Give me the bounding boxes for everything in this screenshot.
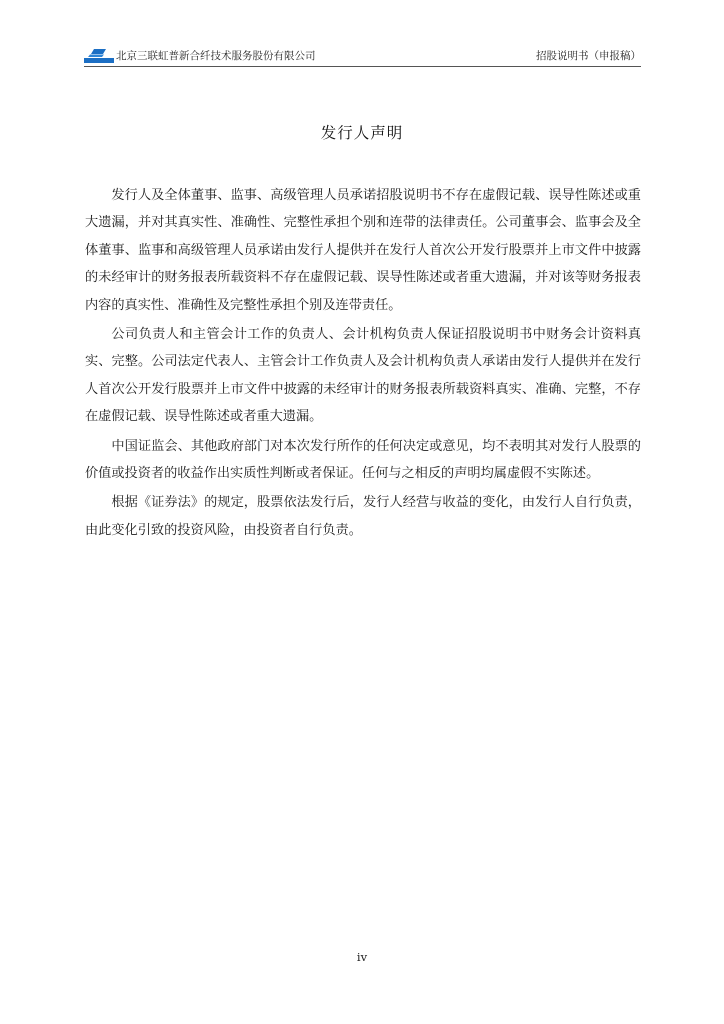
paragraph: 中国证监会、其他政府部门对本次发行所作的任何决定或意见，均不表明其对发行人股票的价值或投资者的收益作出实质性判断或者保证。任何与之相反的声明均属虚假不实陈述。 <box>85 438 641 482</box>
page-title: 发行人声明 <box>320 124 404 142</box>
paragraph: 公司负责人和主管会计工作的负责人、会计机构负责人保证招股说明书中财务会计资料真实、完整。公司法定代表人、主管会计工作负责人及会计机构负责人承诺由发行人提供并在发行人首次公开发行股票并上市文件中披露的未经审计的财务报表所载资料真实、准确、完整，不存在虚假记载、误导性陈述或者重大遗漏。 <box>85 327 641 425</box>
document-type: 招股说明书（申报稿） <box>536 50 641 62</box>
statement-body <box>85 182 641 546</box>
company-logo <box>84 48 114 64</box>
page-number: iv <box>356 950 368 964</box>
paragraph: 发行人及全体董事、监事、高级管理人员承诺招股说明书不存在虚假记载、误导性陈述或重大遗漏，并对其真实性、准确性、完整性承担个别和连带的法律责任。公司董事会、监事会及全体董事、监事和高级管理人员承诺由发行人提供并在发行人首次公开发行股票并上市文件中披露的未经审计的财务报表所载资料不存在虚假记载、误导性陈述或者重大遗漏，并对该等财务报表内容的真实性、准确性及完整性承担个别及连带责任。 <box>85 188 641 313</box>
paragraph: 根据《证券法》的规定，股票依法发行后，发行人经营与收益的变化，由发行人自行负责，由此变化引致的投资风险，由投资者自行负责。 <box>85 495 641 538</box>
page-header <box>84 48 641 67</box>
company-name: 北京三联虹普新合纤技术服务股份有限公司 <box>116 50 316 62</box>
